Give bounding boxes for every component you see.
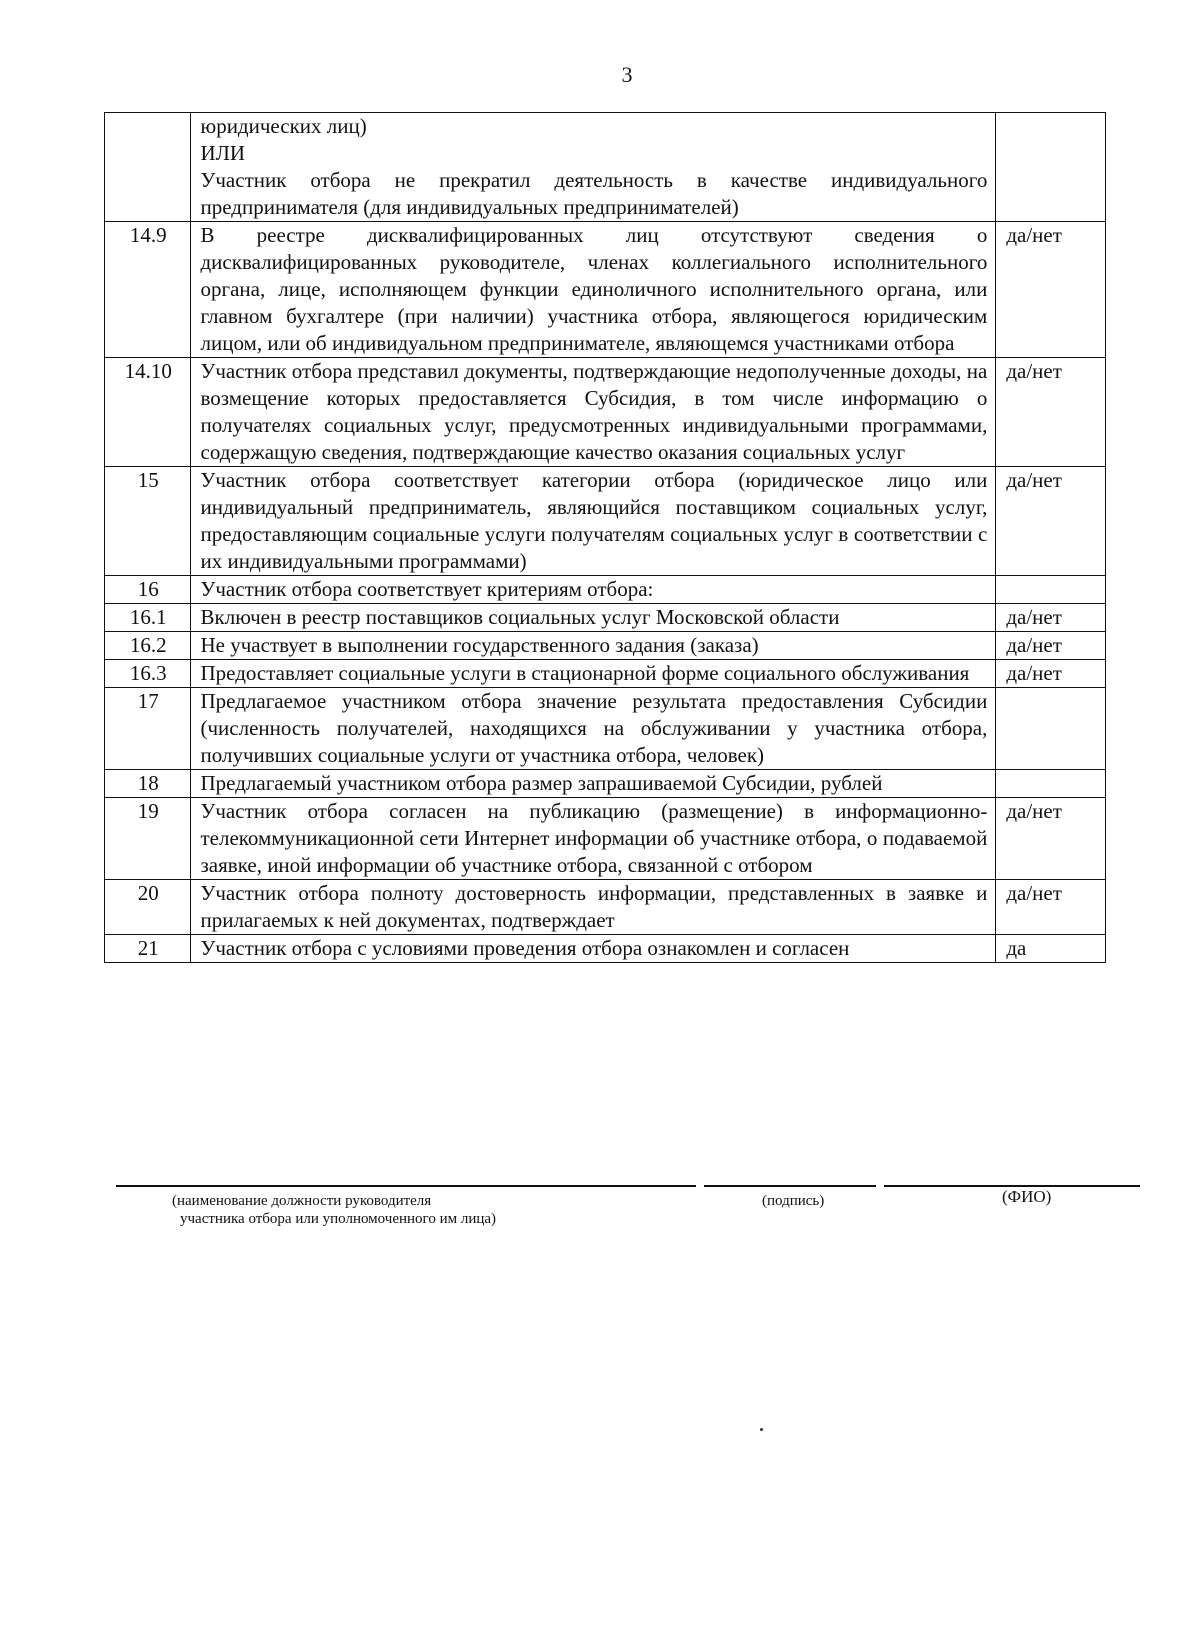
row-description [190,770,996,798]
row-answer: да/нет [996,632,1106,660]
row-number: 14.9 [105,222,191,358]
row-number: 15 [105,467,191,576]
description-text: В реестре дисквалифицированных лиц отсутствуют сведения о дисквалифицированных руководителе, членах коллегиального исполнительного органа, лице, исполняющем функции единоличного исполнительного органа, или главном бухгалтере (при наличии) участника отбора, являющегося юридическим лицом, или об индивидуальном предпринимателе, являющемся участниками отбора [200,223,988,355]
row-answer: да [996,935,1106,963]
row-description [190,880,996,935]
row-number: 14.10 [105,358,191,467]
application-form-table [104,112,1106,963]
position-caption-line1: (наименование должности руководителя [172,1193,432,1209]
name-caption: (ФИО) [1002,1187,1052,1206]
signature-line [704,1185,876,1187]
row-number: 19 [105,798,191,880]
signature-block [0,1185,1200,1265]
description-text: Предлагаемое участником отбора значение результата предоставления Субсидии (численность получателей, находящихся на обслуживании у участника отбора, получивших социальные услуги от участника отбора, человек) [200,689,988,767]
description-text: Участник отбора соответствует критериям отбора: [200,577,654,601]
row-description [190,358,996,467]
table-row [105,660,1106,688]
description-text: Включен в реестр поставщиков социальных услуг Московской области [200,605,840,629]
description-text: Участник отбора соответствует категории отбора (юридическое лицо или индивидуальный предприниматель, являющийся поставщиком социальных услуг, предоставляющим социальные услуги получателям социальных услуг в соответствии с их индивидуальными программами) [200,468,988,573]
row-number: 20 [105,880,191,935]
signature-caption: (подпись) [762,1193,825,1209]
description-text: ИЛИ [200,141,246,165]
table-row [105,770,1106,798]
row-answer: да/нет [996,358,1106,467]
description-text: Участник отбора согласен на публикацию (размещение) в информационно-телекоммуникационной сети Интернет информации об участнике отбора, о подаваемой заявке, иной информации об участнике отбора, связанной с отбором [200,799,988,877]
description-text: Не участвует в выполнении государственного задания (заказа) [200,633,759,657]
row-answer [996,576,1106,604]
row-answer [996,688,1106,770]
row-answer: да/нет [996,604,1106,632]
row-number: 16.1 [105,604,191,632]
row-description [190,660,996,688]
table-row [105,798,1106,880]
row-description [190,688,996,770]
row-answer: да/нет [996,660,1106,688]
scan-speck [760,1428,763,1431]
table-row [105,688,1106,770]
row-description [190,935,996,963]
table-row [105,113,1106,222]
description-text: Участник отбора не прекратил деятельность в качестве индивидуального предпринимателя (для индивидуальных предпринимателей) [200,168,988,219]
row-description [190,798,996,880]
table-row [105,632,1106,660]
table-row [105,576,1106,604]
row-number: 16.2 [105,632,191,660]
position-signature-line [116,1185,696,1187]
description-text: Участник отбора с условиями проведения отбора ознакомлен и согласен [200,936,850,960]
table-row [105,935,1106,963]
row-number [105,113,191,222]
position-caption-line2: участника отбора или уполномоченного им лица) [180,1211,497,1227]
row-answer [996,113,1106,222]
description-text: юридических лиц) [200,114,367,138]
row-answer [996,770,1106,798]
table-row [105,880,1106,935]
description-text: Участник отбора представил документы, подтверждающие недополученные доходы, на возмещение которых предоставляется Субсидия, в том числе информацию о получателях социальных услуг, предусмотренных индивидуальными программами, содержащую сведения, подтверждающие качество оказания социальных услуг [200,359,988,464]
row-answer: да/нет [996,880,1106,935]
row-answer: да/нет [996,222,1106,358]
row-answer: да/нет [996,798,1106,880]
table-row [105,358,1106,467]
description-text: Предоставляет социальные услуги в стационарной форме социального обслуживания [200,661,970,685]
row-number: 18 [105,770,191,798]
table-row [105,222,1106,358]
row-number: 16 [105,576,191,604]
description-text: Участник отбора полноту достоверность информации, представленных в заявке и прилагаемых к ней документах, подтверждает [200,881,988,932]
row-description [190,222,996,358]
page-number: 3 [621,62,633,87]
table-row [105,604,1106,632]
description-text: Предлагаемый участником отбора размер запрашиваемой Субсидии, рублей [200,771,883,795]
row-number: 21 [105,935,191,963]
row-description [190,604,996,632]
row-description [190,467,996,576]
row-description [190,632,996,660]
row-number: 17 [105,688,191,770]
row-answer: да/нет [996,467,1106,576]
row-number: 16.3 [105,660,191,688]
row-description [190,113,996,222]
row-description [190,576,996,604]
table-row [105,467,1106,576]
